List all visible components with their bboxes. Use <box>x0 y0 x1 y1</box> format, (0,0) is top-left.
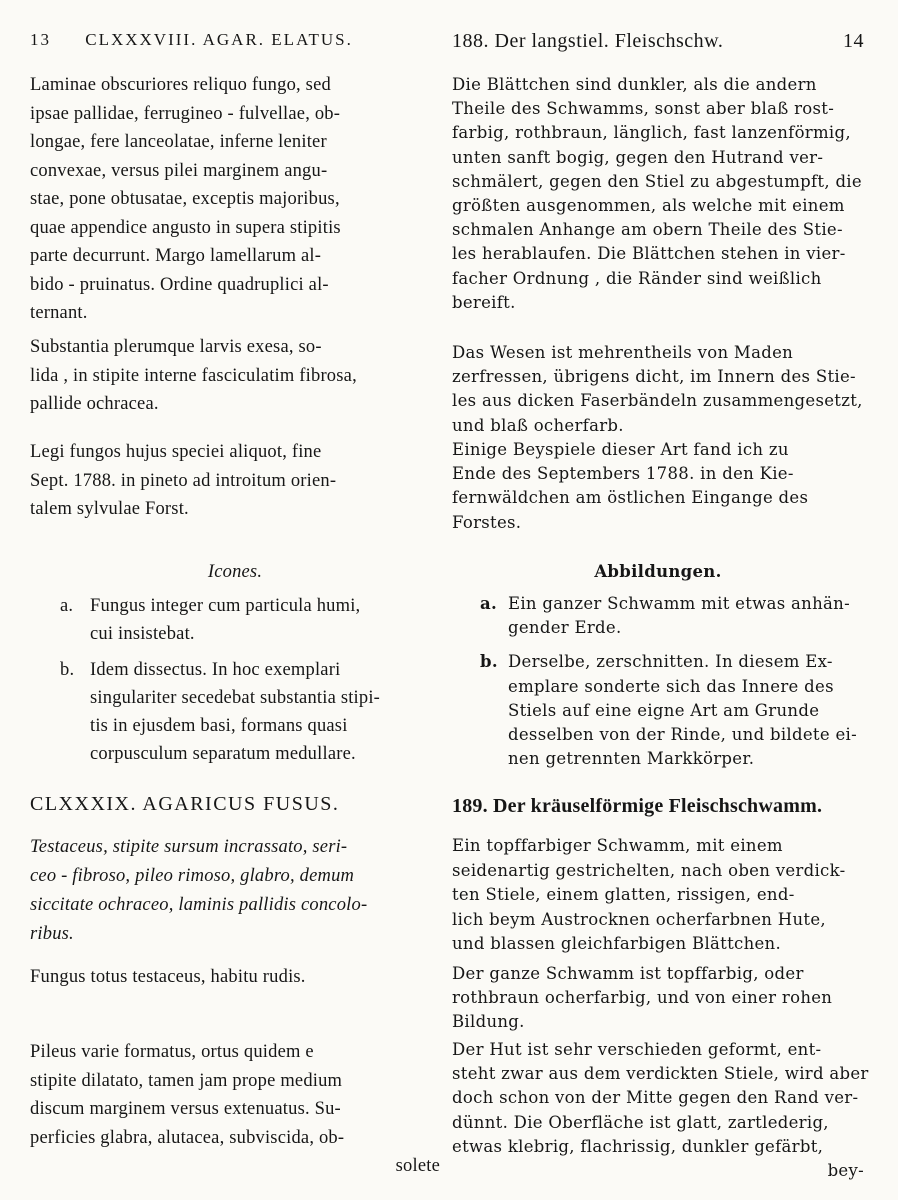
blaettchen-line: les herablaufen. Die Blättchen stehen in vier- <box>452 244 846 264</box>
legi-line: Sept. 1788. in pineto ad introitum orien- <box>30 470 337 491</box>
ganze-line: Der ganze Schwamm ist topffarbig, oder <box>452 964 804 983</box>
icones-item-mark: b. <box>60 660 75 680</box>
laminae-line: ternant. <box>30 303 88 323</box>
beyspiele-line: Forstes. <box>452 512 522 532</box>
icones-heading: Icones. <box>207 562 263 582</box>
abbildungen-item-mark: b. <box>480 652 498 672</box>
icones-item-line: corpusculum separatum medullare. <box>90 744 356 764</box>
pileus-line: perficies glabra, alutacea, subviscida, ob- <box>30 1127 345 1148</box>
laminae-line: Laminae obscuriores reliquo fungo, sed <box>30 75 331 95</box>
hut-line: steht zwar aus dem verdickten Stiele, wird aber <box>452 1064 869 1084</box>
hut-line: doch schon von der Mitte gegen den Rand ver- <box>452 1088 859 1108</box>
hut-line: etwas klebrig, flachrissig, dunkler gefärbt, <box>452 1136 824 1156</box>
blaettchen-line: farbig, rothbraun, länglich, fast lanzenförmig, <box>452 123 851 143</box>
section-heading-clxxxix: CLXXXIX. AGARICUS FUSUS. <box>30 793 340 815</box>
diagnosis-line: siccitate ochraceo, laminis pallidis concolo- <box>30 895 368 915</box>
substantia-line: Substantia plerumque larvis exesa, so- <box>30 337 322 357</box>
right-running-title: 188. Der langstiel. Fleischschw. <box>452 30 724 52</box>
legi-line: talem sylvulae Forst. <box>30 499 189 519</box>
icones-item-line: tis in ejusdem basi, formans quasi <box>90 716 348 736</box>
pileus-line: solete <box>395 1156 440 1176</box>
diagnosis-line-de: lich beym Austrocknen ocherfarbnen Hute, <box>452 909 826 929</box>
blaettchen-line: größten ausgenommen, als welche mit einem <box>452 196 845 215</box>
icones-item-line: Fungus integer cum particula humi, <box>90 596 361 616</box>
diagnosis-line-de: Ein topffarbiger Schwamm, mit einem <box>452 836 783 855</box>
substantia-line: lida , in stipite interne fasciculatim fibrosa, <box>30 365 357 386</box>
hut-line: Der Hut ist sehr verschieden geformt, ent- <box>452 1040 822 1059</box>
pileus-line: Pileus varie formatus, ortus quidem e <box>30 1042 314 1062</box>
left-running-title: CLXXXVIII. AGAR. ELATUS. <box>85 30 353 49</box>
wesen-line: Das Wesen ist mehrentheils von Maden <box>452 343 794 362</box>
ganze-line: Bildung. <box>452 1012 525 1032</box>
laminae-line: ipsae pallidae, ferrugineo - fulvellae, ob- <box>30 103 341 124</box>
diagnosis-line-de: und blassen gleichfarbigen Blättchen. <box>452 934 782 953</box>
icones-item-line: cui insistebat. <box>90 624 195 644</box>
wesen-line: und blaß ocherfarb. <box>452 415 624 435</box>
diagnosis-line: ceo - fibroso, pileo rimoso, glabro, demum <box>30 866 355 886</box>
icones-item-line: singulariter secedebat substantia stipi- <box>90 688 381 708</box>
blaettchen-line: facher Ordnung , die Ränder sind weißlich <box>452 268 822 288</box>
section-heading-189: 189. Der kräuselförmige Fleischschwamm. <box>452 795 823 817</box>
beyspiele-line: Einige Beyspiele dieser Art fand ich zu <box>452 440 789 459</box>
wesen-line: les aus dicken Faserbändeln zusammengesetzt, <box>452 391 863 411</box>
wesen-line: zerfressen, übrigens dicht, im Innern des Stie- <box>452 367 856 387</box>
laminae-line: stae, pone obtusatae, exceptis majoribus, <box>30 189 340 209</box>
legi-line: Legi fungos hujus speciei aliquot, fine <box>30 442 322 462</box>
abbildungen-item-line: desselben von der Rinde, und bildete ei- <box>508 725 857 744</box>
abbildungen-item-mark: a. <box>480 594 498 613</box>
diagnosis-line-de: seidenartig gestrichelten, nach oben verdick- <box>452 860 846 880</box>
diagnosis-line-de: ten Stiele, einem glatten, rissigen, end- <box>452 885 795 904</box>
beyspiele-line: Ende des Septembers 1788. in den Kie- <box>452 464 794 484</box>
pileus-line: stipite dilatato, tamen jam prope medium <box>30 1070 343 1091</box>
laminae-line: quae appendice angusto in supera stipitis <box>30 217 341 238</box>
fungus-line: Fungus totus testaceus, habitu rudis. <box>30 967 306 987</box>
laminae-line: bido - pruinatus. Ordine quadruplici al- <box>30 274 329 295</box>
icones-item-line: Idem dissectus. In hoc exemplari <box>90 660 341 680</box>
abbildungen-item-line: emplare sonderte sich das Innere des <box>508 676 834 696</box>
pileus-line: discum marginem versus extenuatus. Su- <box>30 1099 341 1119</box>
ganze-line: rothbraun ocherfarbig, und von einer rohen <box>452 988 833 1008</box>
left-page-header <box>30 30 440 56</box>
substantia-line: pallide ochracea. <box>30 394 159 414</box>
laminae-line: parte decurrunt. Margo lamellarum al- <box>30 246 322 266</box>
diagnosis-line: Testaceus, stipite sursum incrassato, seri- <box>30 837 348 857</box>
diagnosis-line: ribus. <box>30 924 74 944</box>
blaettchen-line: Theile des Schwamms, sonst aber blaß rost- <box>452 99 835 119</box>
abbildungen-item-line: Stiels auf eine eigne Art am Grunde <box>508 700 820 720</box>
blaettchen-line: bereift. <box>452 292 516 312</box>
icones-item-mark: a. <box>60 596 74 616</box>
abbildungen-item-line: gender Erde. <box>508 618 622 638</box>
beyspiele-line: fernwäldchen am östlichen Eingange des <box>452 488 809 508</box>
hut-line: dünnt. Die Oberfläche ist glatt, zartlederig, <box>452 1112 829 1132</box>
blaettchen-line: schmalen Anhange am obern Theile des Stie- <box>452 220 843 240</box>
abbildungen-heading: Abbildungen. <box>594 562 722 581</box>
abbildungen-item-line: nen getrennten Markkörper. <box>508 749 755 769</box>
abbildungen-item-line: Derselbe, zerschnitten. In diesem Ex- <box>508 652 833 672</box>
blaettchen-line: unten sanft bogig, gegen den Hutrand ver- <box>452 147 824 167</box>
right-page-header <box>452 30 864 56</box>
left-page-number: 13 <box>30 30 51 49</box>
blaettchen-line: schmälert, gegen den Stiel zu abgestumpft, die <box>452 171 862 191</box>
hut-line: bey- <box>827 1161 864 1180</box>
laminae-line: longae, fere lanceolatae, inferne leniter <box>30 132 327 152</box>
abbildungen-item-line: Ein ganzer Schwamm mit etwas anhän- <box>508 594 850 613</box>
laminae-line: convexae, versus pilei marginem angu- <box>30 160 328 181</box>
right-page-number: 14 <box>843 30 864 52</box>
blaettchen-line: Die Blättchen sind dunkler, als die andern <box>452 75 817 94</box>
